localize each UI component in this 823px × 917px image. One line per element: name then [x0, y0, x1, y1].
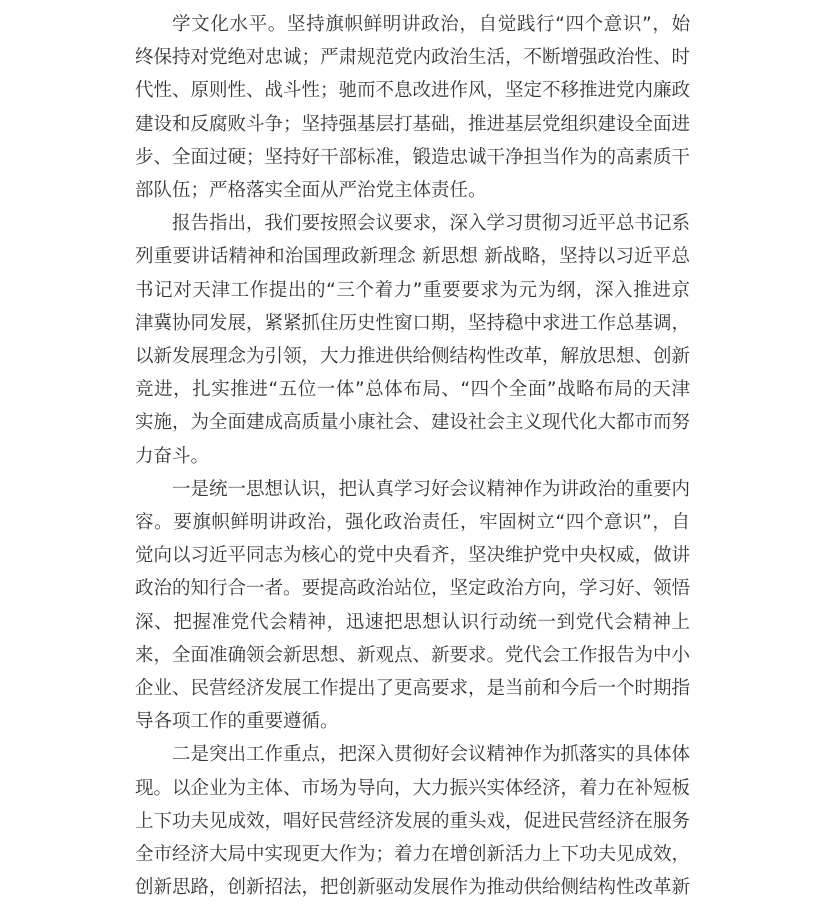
- article-paragraph-3: 一是统一思想认识，把认真学习好会议精神作为讲政治的重要内容。要旗帜鲜明讲政治，强化政治责任，牢固树立“四个意识”，自觉向以习近平同志为核心的党中央看齐，坚决维护党中央权威，做讲政治的知行合一者。要提高政治站位，坚定政治方向，学习好、领悟深、把握准党代会精神，迅速把思想认识行动统一到党代会精神上来，全面准确领会新思想、新观点、新要求。党代会工作报告为中小企业、民营经济发展工作提出了更高要求，是当前和今后一个时期指导各项工作的重要遵循。: [135, 478, 691, 733]
- article-paragraph-1: 学文化水平。坚持旗帜鲜明讲政治，自觉践行“四个意识”，始终保持对党绝对忠诚；严肃规范党内政治生活，不断增强政治性、时代性、原则性、战斗性；驰而不息改进作风，坚定不移推进党内廉政建设和反腐败斗争；坚持强基层打基础，推进基层党组织建设全面进步、全面过硬；坚持好干部标准，锻造忠诚干净担当作为的高素质干部队伍；严格落实全面从严治党主体责任。: [135, 14, 691, 202]
- article-paragraph-4: 二是突出工作重点，把深入贯彻好会议精神作为抓落实的具体体现。以企业为主体、市场为导向，大力振兴实体经济，着力在补短板上下功夫见成效，唱好民营经济发展的重头戏，促进民营经济在服务全市经济大局中实现更大作为；着力在增创新活力上下功夫见成效，创新思路，创新招法，把创新驱动发展作为推动供给侧结构性改革新: [135, 744, 691, 899]
- article-body: [135, 8, 690, 904]
- article-paragraph-2: 报告指出，我们要按照会议要求，深入学习贯彻习近平总书记系列重要讲话精神和治国理政新理念 新思想 新战略，坚持以习近平总书记对天津工作提出的“三个着力”重要要求为元为纲，深入推进京津冀协同发展，紧紧抓住历史性窗口期，坚持稳中求进工作总基调，以新发展理念为引领，大力推进供给侧结构性改革，解放思想、创新竞进，扎实推进“五位一体”总体布局、“四个全面”战略布局的天津实施，为全面建成高质量小康社会、建设社会主义现代化大都市而努力奋斗。: [135, 213, 691, 467]
